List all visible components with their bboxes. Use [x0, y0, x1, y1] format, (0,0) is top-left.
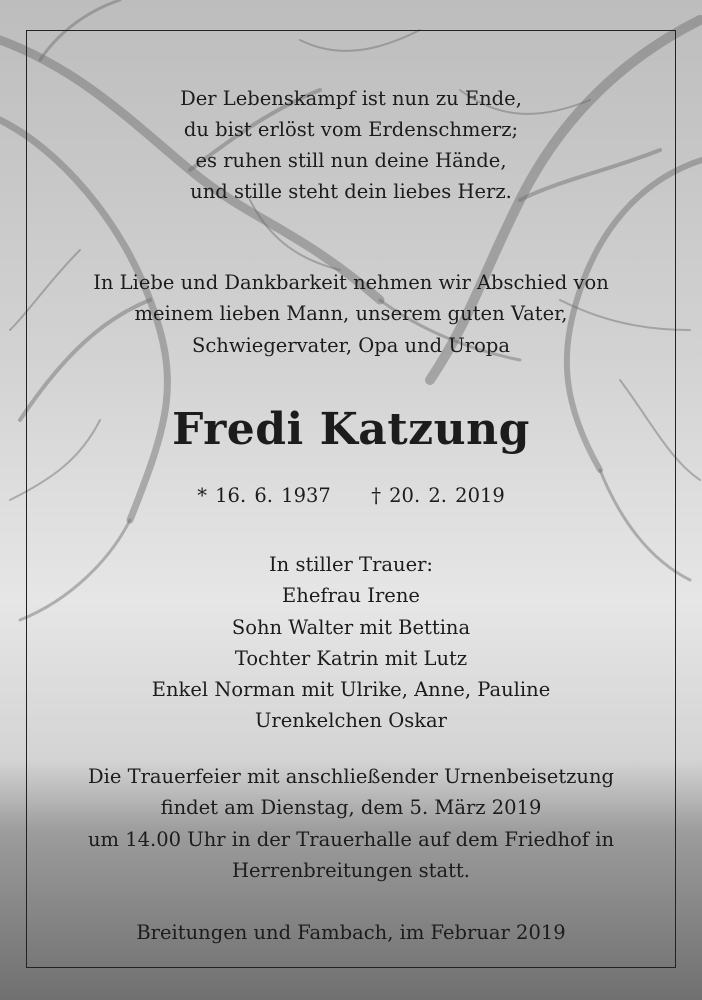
mourner-line: In stiller Trauer: — [268, 553, 434, 576]
mourner-line: Enkel Norman mit Ulrike, Anne, Pauline — [151, 678, 551, 701]
footer-place-date: Breitungen und Fambach, im Februar 2019 — [136, 921, 566, 944]
life-dates — [0, 484, 702, 507]
mourner-line: Ehefrau Irene — [282, 584, 420, 607]
poem-line: und stille steht dein liebes Herz. — [190, 180, 512, 203]
ceremony-line: findet am Dienstag, dem 5. März 2019 — [160, 796, 542, 819]
birth-date: * 16. 6. 1937 — [197, 484, 331, 507]
mourner-line: Urenkelchen Oskar — [255, 709, 447, 732]
ceremony-line: Herrenbreitungen statt. — [232, 859, 470, 882]
deceased-name: Fredi Katzung — [172, 404, 530, 455]
intro-line: meinem lieben Mann, unserem guten Vater, — [134, 302, 568, 325]
ceremony-line: um 14.00 Uhr in der Trauerhalle auf dem Friedhof in — [87, 828, 615, 851]
mourner-line: Sohn Walter mit Bettina — [231, 616, 471, 639]
mourner-line: Tochter Katrin mit Lutz — [234, 647, 468, 670]
intro-line: Schwiegervater, Opa und Uropa — [192, 334, 510, 357]
poem-line: es ruhen still nun deine Hände, — [195, 149, 507, 172]
death-date: † 20. 2. 2019 — [371, 484, 505, 507]
intro-line: In Liebe und Dankbarkeit nehmen wir Abschied von — [93, 271, 609, 294]
poem-line: Der Lebenskampf ist nun zu Ende, — [180, 87, 522, 110]
ceremony-line: Die Trauerfeier mit anschließender Urnenbeisetzung — [87, 765, 615, 788]
poem-line: du bist erlöst vom Erdenschmerz; — [183, 118, 519, 141]
